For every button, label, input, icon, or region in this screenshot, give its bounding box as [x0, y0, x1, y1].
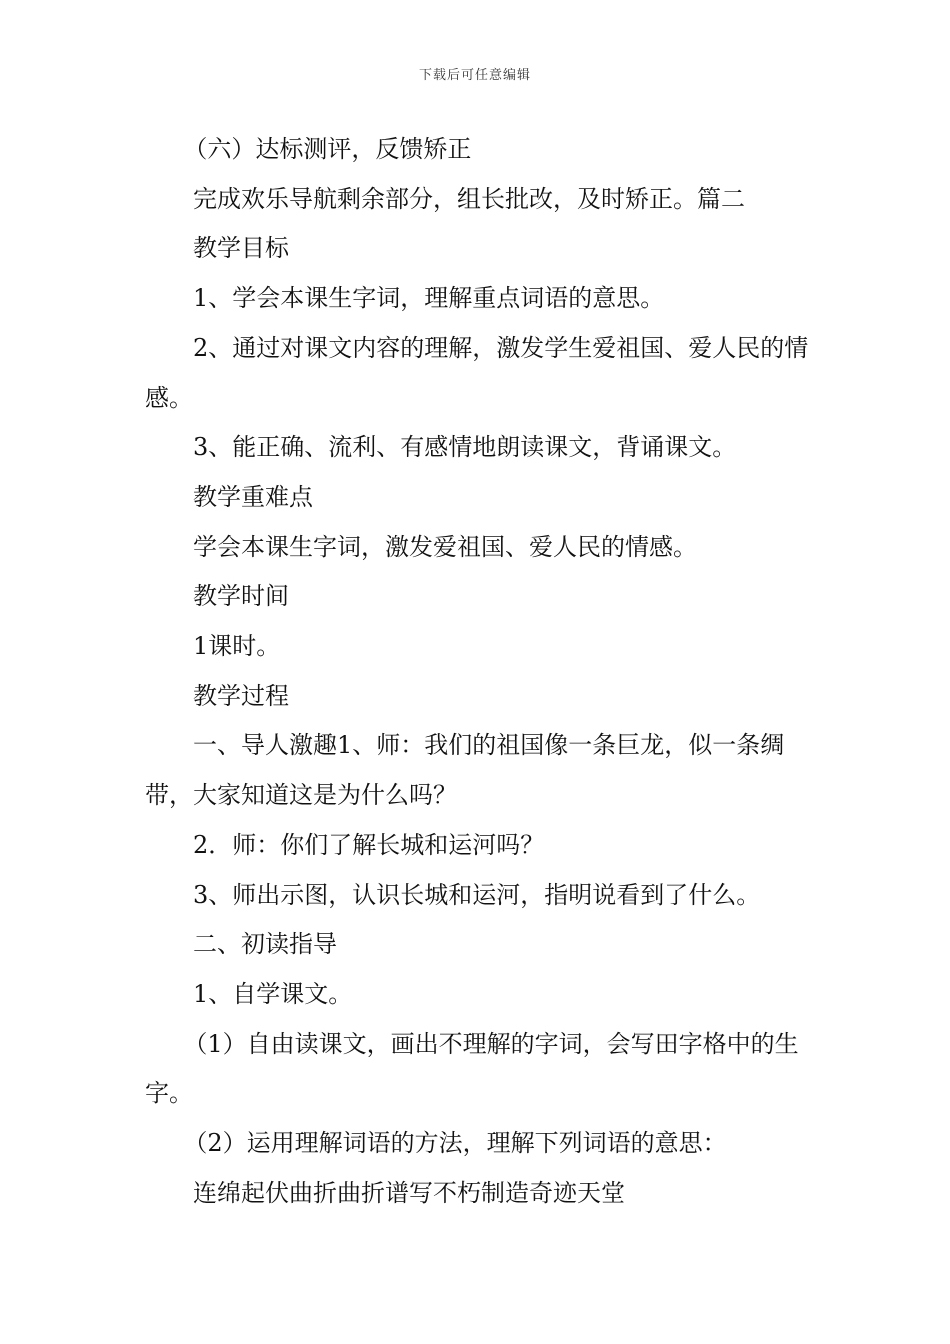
paragraph: 一、导人激趣1、师：我们的祖国像一条巨龙，似一条绸带，大家知道这是为什么吗？: [145, 731, 785, 810]
section-heading-objectives: 教学目标: [193, 234, 289, 263]
list-item: 3、能正确、流利、有感情地朗读课文，背诵课文。: [193, 433, 737, 462]
paragraph: 完成欢乐导航剩余部分，组长批改，及时矫正。篇二: [193, 184, 745, 213]
paragraph: 学会本课生字词，激发爱祖国、爱人民的情感。: [193, 532, 697, 561]
list-item: （1）自由读课文，画出不理解的字词，会写田字格中的生字。: [145, 1029, 799, 1108]
list-item: （2）运用理解词语的方法，理解下列词语的意思：: [183, 1129, 727, 1158]
section-heading-key-points: 教学重难点: [193, 482, 313, 511]
document-body: [145, 125, 815, 1218]
list-item: 1、自学课文。: [193, 979, 353, 1008]
vocabulary-line: 连绵起伏曲折曲折谱写不朽制造奇迹天堂: [193, 1178, 625, 1207]
section-heading-time: 教学时间: [193, 582, 289, 611]
section-heading-first-reading: 二、初读指导: [193, 930, 337, 959]
list-item: 3、师出示图，认识长城和运河，指明说看到了什么。: [193, 880, 761, 909]
paragraph: 1课时。: [193, 632, 281, 661]
list-item: 2、通过对课文内容的理解，激发学生爱祖国、爱人民的情感。: [145, 333, 809, 412]
list-item: 2．师：你们了解长城和运河吗？: [193, 830, 545, 859]
page-header-note: 下载后可任意编辑: [418, 68, 531, 83]
section-heading-assessment: （六）达标测评，反馈矫正: [183, 135, 472, 163]
list-item: 1、学会本课生字词，理解重点词语的意思。: [193, 284, 665, 313]
section-heading-process: 教学过程: [193, 681, 289, 710]
